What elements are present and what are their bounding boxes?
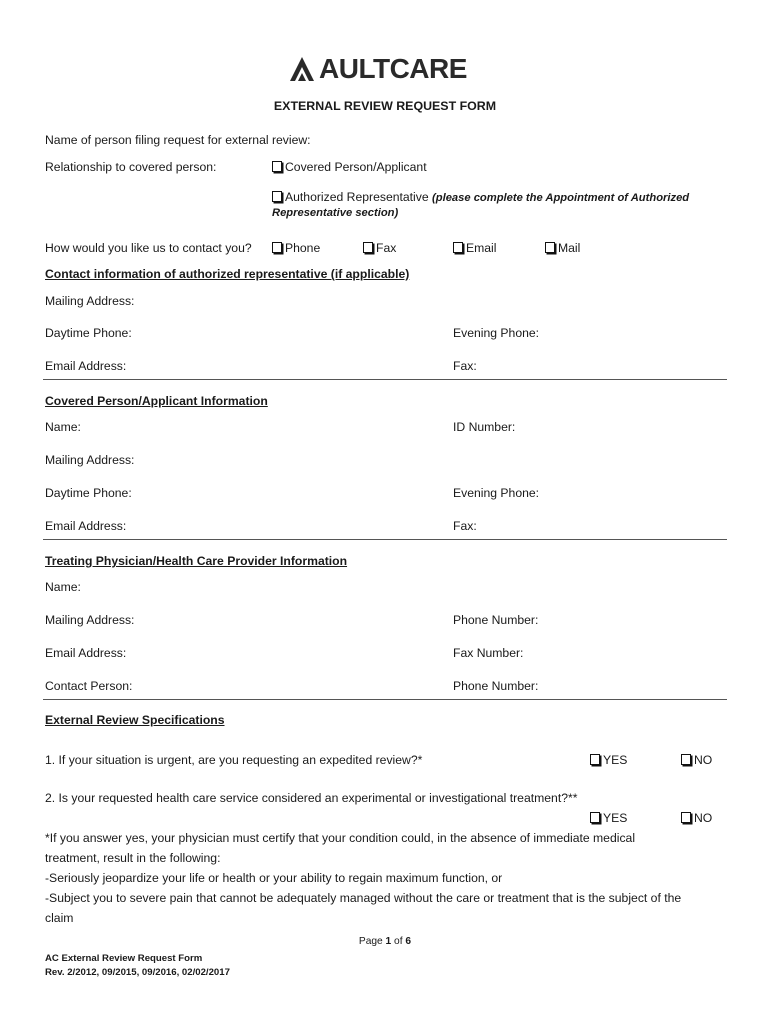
checkbox-email[interactable] (453, 242, 463, 253)
physician-email-label: Email Address: (45, 646, 127, 660)
auth-rep-email-label: Email Address: (45, 359, 127, 373)
checkbox-covered-person[interactable] (272, 161, 282, 172)
checkbox-q2-no[interactable] (681, 812, 691, 823)
physician-fax-label: Fax Number: (453, 646, 524, 660)
checkbox-authorized-rep[interactable] (272, 191, 282, 202)
auth-rep-evening-phone-label: Evening Phone: (453, 326, 540, 340)
name-filing-label: Name of person filing request for external review: (45, 133, 311, 147)
logo-wordmark: AULTCARE (319, 53, 467, 84)
contact-option-fax[interactable]: Fax (363, 241, 396, 255)
relationship-label: Relationship to covered person: (45, 160, 217, 174)
physician-phone-label: Phone Number: (453, 613, 539, 627)
checkbox-mail[interactable] (545, 242, 555, 253)
q2-no-option[interactable]: NO (681, 811, 712, 825)
covered-person-heading: Covered Person/Applicant Information (45, 394, 268, 408)
checkbox-fax[interactable] (363, 242, 373, 253)
urgent-note-line: treatment, result in the following: (45, 851, 221, 865)
physician-heading: Treating Physician/Health Care Provider Information (45, 554, 348, 568)
checkbox-q1-no[interactable] (681, 754, 691, 765)
q2-yes-option[interactable]: YES (590, 811, 627, 825)
auth-rep-mailing-label: Mailing Address: (45, 294, 135, 308)
aultcare-logo-icon (289, 56, 315, 82)
auth-rep-daytime-phone-label: Daytime Phone: (45, 326, 132, 340)
contact-option-email[interactable]: Email (453, 241, 496, 255)
divider (43, 699, 727, 700)
physician-contact-phone-label: Phone Number: (453, 679, 539, 693)
footer-form-name: AC External Review Request Form (45, 953, 203, 964)
covered-name-label: Name: (45, 420, 81, 434)
checkbox-q1-yes[interactable] (590, 754, 600, 765)
divider (43, 539, 727, 540)
relationship-option-authorized[interactable]: Authorized Representative (please complete the Appointment of Authorized (272, 190, 689, 204)
physician-mailing-label: Mailing Address: (45, 613, 135, 627)
covered-fax-label: Fax: (453, 519, 477, 533)
aultcare-logo (289, 53, 467, 85)
covered-id-label: ID Number: (453, 420, 516, 434)
divider (43, 379, 727, 380)
contact-option-mail[interactable]: Mail (545, 241, 580, 255)
question-experimental: 2. Is your requested health care service considered an experimental or investigational treatment?** (45, 791, 578, 805)
contact-option-phone[interactable]: Phone (272, 241, 320, 255)
q1-no-option[interactable]: NO (681, 753, 712, 767)
checkbox-phone[interactable] (272, 242, 282, 253)
form-title: EXTERNAL REVIEW REQUEST FORM (273, 99, 497, 113)
urgent-note-line: -Subject you to severe pain that cannot be adequately managed without the care or treatment that is the subject of the (45, 891, 682, 905)
urgent-note-line: *If you answer yes, your physician must certify that your condition could, in the absence of immediate medical (45, 831, 636, 845)
covered-evening-phone-label: Evening Phone: (453, 486, 540, 500)
checkbox-q2-yes[interactable] (590, 812, 600, 823)
relationship-option-covered[interactable]: Covered Person/Applicant (272, 160, 427, 174)
footer-revision: Rev. 2/2012, 09/2015, 09/2016, 02/02/2017 (45, 967, 230, 978)
specs-heading: External Review Specifications (45, 713, 225, 727)
auth-rep-heading: Contact information of authorized representative (if applicable) (45, 267, 410, 281)
urgent-note-line: -Seriously jeopardize your life or health or your ability to regain maximum function, or (45, 871, 503, 885)
page-number: Page 1 of 6 (358, 936, 412, 947)
q1-yes-option[interactable]: YES (590, 753, 627, 767)
urgent-note-line: claim (45, 911, 74, 925)
authorized-rep-note: (please complete the Appointment of Authorized (432, 192, 690, 204)
covered-daytime-phone-label: Daytime Phone: (45, 486, 132, 500)
auth-rep-fax-label: Fax: (453, 359, 477, 373)
covered-mailing-label: Mailing Address: (45, 453, 135, 467)
contact-method-label: How would you like us to contact you? (45, 241, 252, 255)
physician-contact-label: Contact Person: (45, 679, 133, 693)
authorized-rep-note-cont: Representative section) (272, 207, 399, 219)
question-expedited: 1. If your situation is urgent, are you requesting an expedited review?* (45, 753, 423, 767)
covered-email-label: Email Address: (45, 519, 127, 533)
physician-name-label: Name: (45, 580, 81, 594)
